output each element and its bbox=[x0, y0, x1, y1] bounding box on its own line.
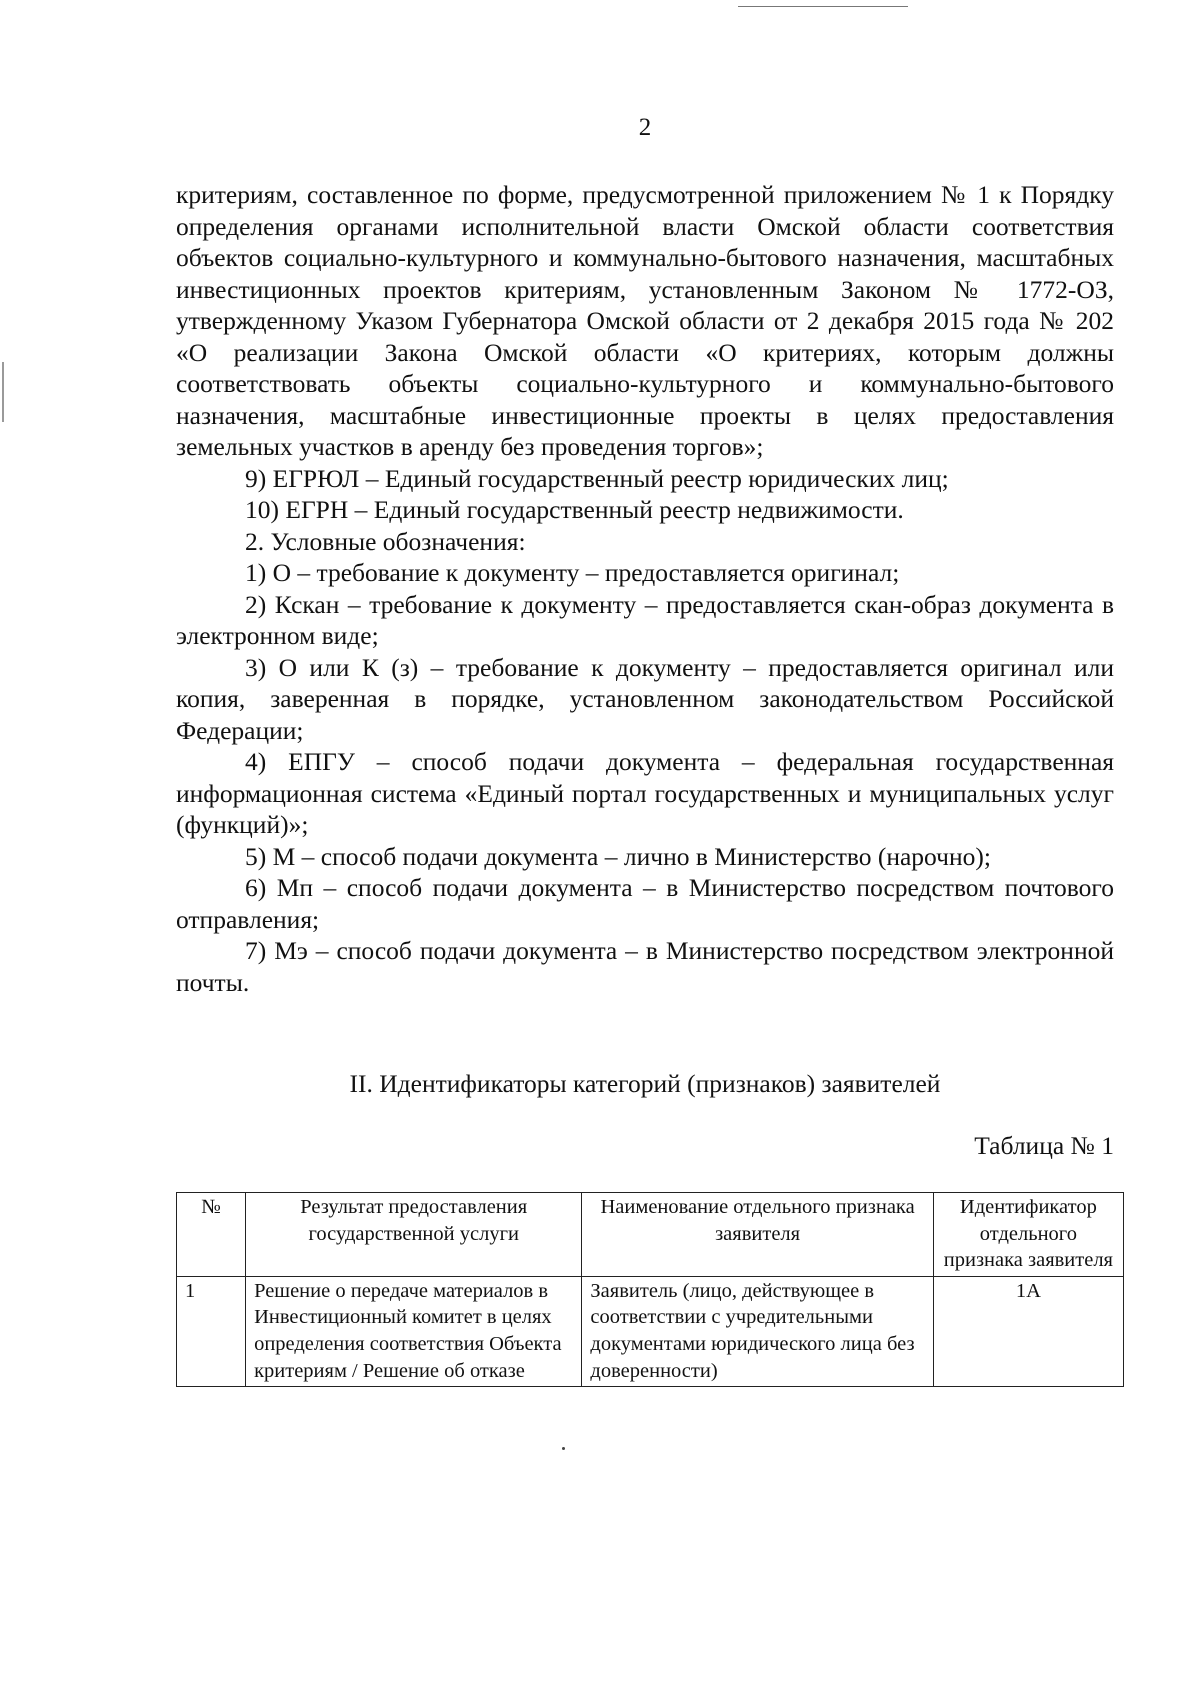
legend-item-7: 7) Мэ – способ подачи документа – в Министерство посредством электронной почты. bbox=[176, 936, 1114, 997]
legend-item-2: 2) Кскан – требование к документу – предоставляется скан-образ документа в электронном виде; bbox=[176, 589, 1114, 650]
legend-item-3: 3) О или К (з) – требование к документу – предоставляется оригинал или копия, заверенная в порядке, установленном законодательством Российской Федерации; bbox=[176, 652, 1114, 745]
cell-number: 1 bbox=[177, 1276, 246, 1386]
legend-item-1: 1) О – требование к документу – предоставляется оригинал; bbox=[245, 558, 900, 587]
list-item-9: 9) ЕГРЮЛ – Единый государственный реестр юридических лиц; bbox=[245, 463, 949, 493]
paragraph-intro: критериям, составленное по форме, предусмотренной приложением № 1 к Порядку определения органами исполнительной власти Омской области соответствия объектов социально-культурного и коммунально-бытового назначения, масштабных инвестиционных проектов критериям, установленным Законом № 1772-ОЗ, утвержденному Указом Губернатора Омской области от 2 декабря 2015 года № 202 «О реализации Закона Омской области «О критериях, которым должны соответствовать объекты социально-культурного и коммунально-бытового назначения, масштабные инвестиционные проекты в целях предоставления земельных участков в аренду без проведения торгов»; bbox=[176, 180, 1114, 461]
legend-item-4: 4) ЕПГУ – способ подачи документа – федеральная государственная информационная система «Единый портал государственных и муниципальных услуг (функций)»; bbox=[176, 747, 1114, 839]
page-number: 2 bbox=[638, 114, 652, 141]
table-row bbox=[177, 1276, 1124, 1386]
applicant-identifiers-table bbox=[176, 1192, 1124, 1387]
header-result: Результат предоставления государственной услуги bbox=[246, 1193, 582, 1277]
section-heading: II. Идентификаторы категорий (признаков) заявителей bbox=[349, 1069, 941, 1098]
margin-mark bbox=[2, 362, 4, 422]
list-item-10: 10) ЕГРН – Единый государственный реестр недвижимости. bbox=[245, 495, 904, 524]
header-identifier: Идентификатор отдельного признака заявителя bbox=[933, 1193, 1123, 1277]
header-number: № bbox=[177, 1193, 246, 1277]
section-2-heading: 2. Условные обозначения: bbox=[245, 526, 526, 556]
cell-attribute-name: Заявитель (лицо, действующее в соответствии с учредительными документами юридического лица без доверенности) bbox=[582, 1276, 933, 1386]
header-attribute-name: Наименование отдельного признака заявителя bbox=[582, 1193, 933, 1277]
cell-result: Решение о передаче материалов в Инвестиционный комитет в целях определения соответствия Объекта критериям / Решение об отказе bbox=[246, 1276, 582, 1386]
cell-identifier: 1А bbox=[933, 1276, 1123, 1386]
document-body bbox=[176, 179, 1114, 998]
table-header-row bbox=[177, 1193, 1124, 1277]
legend-item-6: 6) Мп – способ подачи документа – в Министерство посредством почтового отправления; bbox=[176, 873, 1114, 934]
top-rule bbox=[738, 6, 908, 7]
legend-item-5: 5) М – способ подачи документа – лично в Министерство (нарочно); bbox=[245, 841, 991, 871]
stray-dot bbox=[562, 1447, 565, 1450]
table-caption: Таблица № 1 bbox=[974, 1131, 1114, 1160]
